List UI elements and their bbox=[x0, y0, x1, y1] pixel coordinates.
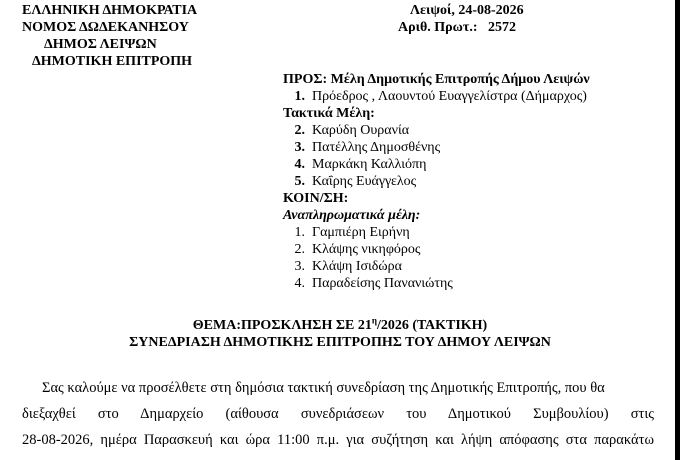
body-line-2: διεξαχθεί στο Δημαρχείο (αίθουσα συνεδριάσεων του Δημοτικού Συμβουλίου) στις bbox=[22, 406, 654, 422]
list-item: 3. Κλάψη Ισιδώρα bbox=[294, 259, 402, 274]
list-item: 4. Παραδείσης Πανανιώτης bbox=[294, 276, 453, 291]
page-edge-bar bbox=[675, 0, 680, 460]
list-item: 3. Πατέλλης Δημοσθένης bbox=[294, 140, 441, 155]
header-prefecture: ΝΟΜΟΣ ΔΩΔΕΚΑΝΗΣΟΥ bbox=[22, 20, 189, 35]
subject-line-2: ΣΥΝΕΔΡΙΑΣΗ ΔΗΜΟΤΙΚΗΣ ΕΠΙΤΡΟΠΗΣ ΤΟΥ ΔΗΜΟΥ ΛΕΙΨΩΝ bbox=[129, 335, 551, 350]
header-committee: ΔΗΜΟΤΙΚΗ ΕΠΙΤΡΟΠΗ bbox=[32, 54, 193, 69]
body-line-1: Σας καλούμε να προσέλθετε στη δημόσια τακτική συνεδρίαση της Δημοτικής Επιτροπής, που θα bbox=[42, 380, 605, 396]
list-item: 1. Γαμπιέρη Ειρήνη bbox=[294, 225, 410, 240]
list-item: 1. Πρόεδρος , Λαουντού Ευαγγελίστρα (Δήμαρχος) bbox=[294, 89, 587, 104]
header-municipality: ΔΗΜΟΣ ΛΕΙΨΩΝ bbox=[44, 37, 157, 52]
header-country: ΕΛΛΗΝΙΚΗ ΔΗΜΟΚΡΑΤΙΑ bbox=[22, 3, 198, 18]
recipients-to bbox=[283, 72, 590, 88]
list-item: 2. Καρύδη Ουρανία bbox=[294, 123, 410, 138]
to-text: Μέλη Δημοτικής Επιτροπής Δήμου Λειψών bbox=[330, 72, 590, 87]
cc-label: ΚΟΙΝ/ΣΗ: bbox=[283, 191, 349, 206]
regular-members-label: Τακτικά Μέλη: bbox=[283, 106, 375, 121]
to-label: ΠΡΟΣ: bbox=[283, 72, 328, 87]
place-date: Λειψοί, 24-08-2026 bbox=[410, 3, 524, 18]
list-item: 4. Μαρκάκη Καλλιόπη bbox=[294, 157, 427, 172]
subject-line-1: ΘΕΜΑ:ΠΡΟΣΚΛΗΣΗ ΣΕ $21^\eta/2026$ (ΤΑΚΤΙΚΗ) bbox=[192, 315, 488, 333]
list-item: 5. Καΐρης Ευάγγελος bbox=[294, 174, 417, 189]
alternates-label: Αναπληρωματικά μέλη: bbox=[283, 208, 421, 223]
list-item: 2. Κλάψης νικηφόρος bbox=[294, 242, 421, 257]
protocol-value: 2572 bbox=[487, 20, 516, 35]
protocol-number bbox=[398, 20, 516, 36]
protocol-label: Αριθ. Πρωτ.: bbox=[398, 20, 478, 35]
body-line-3: 28-08-2026, ημέρα Παρασκευή και ώρα 11:00 π.μ. για συζήτηση και λήψη απόφασης στα παρακάτω bbox=[22, 432, 654, 448]
